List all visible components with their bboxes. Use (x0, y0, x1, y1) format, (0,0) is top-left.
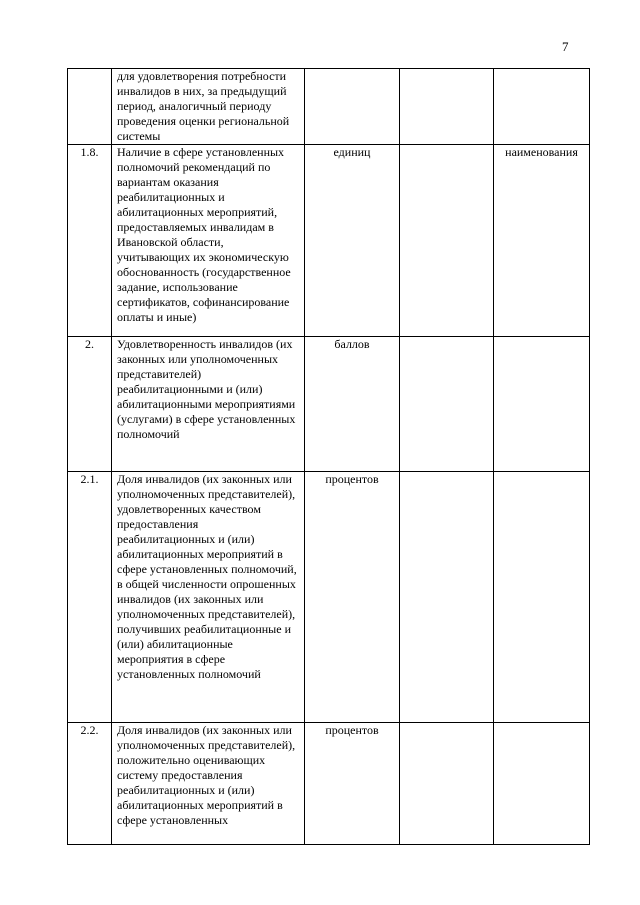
source-cell (494, 472, 590, 723)
source-cell (494, 723, 590, 845)
unit-cell (305, 69, 400, 145)
indicators-table (67, 68, 590, 845)
unit-cell: баллов (305, 337, 400, 472)
row-number-cell: 2.2. (68, 723, 112, 845)
source-cell (494, 69, 590, 145)
table-row (68, 723, 590, 845)
indicator-description-cell: Удовлетворенность инвалидов (их законных или уполномоченных представителей) реабилитационными и (или) абилитационными мероприятиями (услугами) в сфере установленных полномочий (112, 337, 305, 472)
table-row (68, 145, 590, 337)
source-cell (494, 337, 590, 472)
table-row (68, 69, 590, 145)
value-cell (400, 337, 494, 472)
indicator-description-cell: Наличие в сфере установленных полномочий рекомендаций по вариантам оказания реабилитационных и абилитационных мероприятий, предоставляемых инвалидам в Ивановской области, учитывающих их экономическую обоснованность (государственное задание, использование сертификатов, софинансирование оплаты и иные) (112, 145, 305, 337)
source-cell: наименования (494, 145, 590, 337)
unit-cell: процентов (305, 472, 400, 723)
page-number: 7 (562, 39, 569, 54)
row-number-cell: 2. (68, 337, 112, 472)
indicator-description-cell: Доля инвалидов (их законных или уполномоченных представителей), положительно оценивающих систему предоставления реабилитационных и (или) абилитационных мероприятий в сфере установленных (112, 723, 305, 845)
table-row (68, 472, 590, 723)
unit-cell: процентов (305, 723, 400, 845)
row-number-cell: 2.1. (68, 472, 112, 723)
unit-cell: единиц (305, 145, 400, 337)
indicator-description-cell: для удовлетворения потребности инвалидов в них, за предыдущий период, аналогичный периоду проведения оценки региональной системы (112, 69, 305, 145)
table-row (68, 337, 590, 472)
value-cell (400, 145, 494, 337)
value-cell (400, 723, 494, 845)
value-cell (400, 69, 494, 145)
row-number-cell (68, 69, 112, 145)
value-cell (400, 472, 494, 723)
indicator-description-cell: Доля инвалидов (их законных или уполномоченных представителей), удовлетворенных качеством предоставления реабилитационных и (или) абилитационных мероприятий в сфере установленных полномочий, в общей численности опрошенных инвалидов (их законных или уполномоченных представителей), получивших реабилитационные и (или) абилитационные мероприятия в сфере установленных полномочий (112, 472, 305, 723)
row-number-cell: 1.8. (68, 145, 112, 337)
